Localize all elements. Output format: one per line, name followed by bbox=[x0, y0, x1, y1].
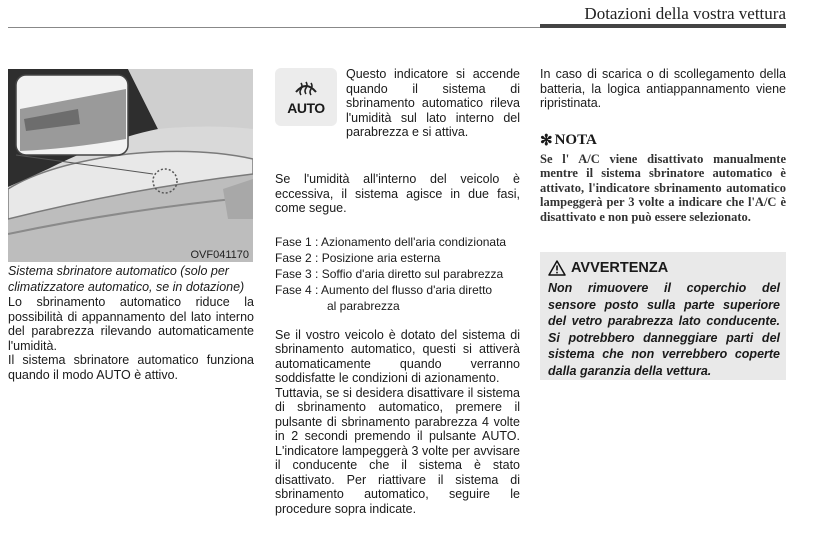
phase-item: Fase 3 : Soffio d'aria diretto sul parabrezza bbox=[275, 266, 504, 281]
header-bar bbox=[540, 24, 786, 28]
column-2 bbox=[275, 172, 520, 516]
phase-item: Fase 4 : Aumento del flusso d'aria diretto bbox=[275, 282, 493, 297]
indicator-text: Questo indicatore si accende quando il sistema di sbrinamento automatico rileva l'umidità sul lato interno del parabrezza e si attiva. bbox=[346, 67, 520, 139]
column-3 bbox=[540, 67, 786, 224]
figure-caption: Sistema sbrinatore automatico (solo per climatizzatore automatico, se in dotazione) bbox=[8, 264, 245, 294]
nota-heading bbox=[540, 131, 786, 150]
windshield-sensor-figure bbox=[8, 69, 253, 262]
asterisk-icon: ✻ bbox=[540, 132, 553, 149]
battery-paragraph: In caso di scarica o di scollegamento della batteria, la logica antiappannamento viene ripristinata. bbox=[540, 67, 786, 110]
activation-paragraph: Se il vostro veicolo è dotato del sistema di sbrinamento automatico, questi si attiverà automaticamente quando verranno soddisfatte le condizioni di azionamento. bbox=[275, 327, 520, 385]
phase-item-continuation: al parabrezza bbox=[327, 298, 400, 313]
warning-triangle-icon bbox=[548, 260, 566, 276]
column-1 bbox=[8, 264, 254, 382]
phase-item: Fase 1 : Azionamento dell'aria condizionata bbox=[275, 234, 507, 249]
header-rule bbox=[8, 27, 540, 28]
defrost-auto-icon bbox=[293, 78, 319, 98]
nota-text: Se l' A/C viene disattivato manualmente mentre il sistema sbrinatore automatico è attivato, l'indicatore sbrinamento automatico lampeggerà per 3 volte a indicare che l'A/C è disattivato e non può essere selezionato. bbox=[540, 151, 786, 224]
humidity-paragraph: Se l'umidità all'interno del veicolo è eccessiva, il sistema agisce in due fasi, come segue. bbox=[275, 172, 520, 215]
auto-defrost-description: Lo sbrinamento automatico riduce la possibilità di appannamento del lato interno del parabrezza rilevando automaticamente l'umidità. bbox=[8, 295, 254, 353]
nota-title: NOTA bbox=[554, 131, 597, 148]
phase-item: Fase 2 : Posizione aria esterna bbox=[275, 250, 441, 265]
warning-heading bbox=[548, 260, 668, 276]
defrost-auto-indicator bbox=[275, 68, 337, 126]
page-header-title: Dotazioni della vostra vettura bbox=[584, 4, 786, 23]
deactivation-paragraph: Tuttavia, se si desidera disattivare il sistema di sbrinamento automatico, premere il pulsante di sbrinamento parabrezza 4 volte in 2 secondi premendo il pulsante AUTO. L'indicatore lampeggerà 3 volte per avvisare il conducente che il sistema è stato disattivato. Per riattivare il sistema di sbrinamento automatico, seguire le procedure sopra indicate. bbox=[275, 385, 520, 516]
figure-code: OVF041170 bbox=[190, 249, 249, 261]
indicator-description bbox=[346, 67, 520, 140]
warning-box bbox=[540, 252, 786, 380]
windshield-illustration bbox=[8, 69, 253, 262]
warning-title: AVVERTENZA bbox=[571, 260, 669, 276]
auto-label: AUTO bbox=[287, 100, 325, 116]
auto-mode-note: Il sistema sbrinatore automatico funziona quando il modo AUTO è attivo. bbox=[8, 353, 254, 382]
phase-list bbox=[275, 234, 520, 314]
warning-text: Non rimuovere il coperchio del sensore posto sulla parte superiore del vetro parabrezza lato conducente. Si potrebbero danneggiare parti del sistema che non verrebbero coperte dalla garanzia della vettura. bbox=[548, 281, 780, 378]
